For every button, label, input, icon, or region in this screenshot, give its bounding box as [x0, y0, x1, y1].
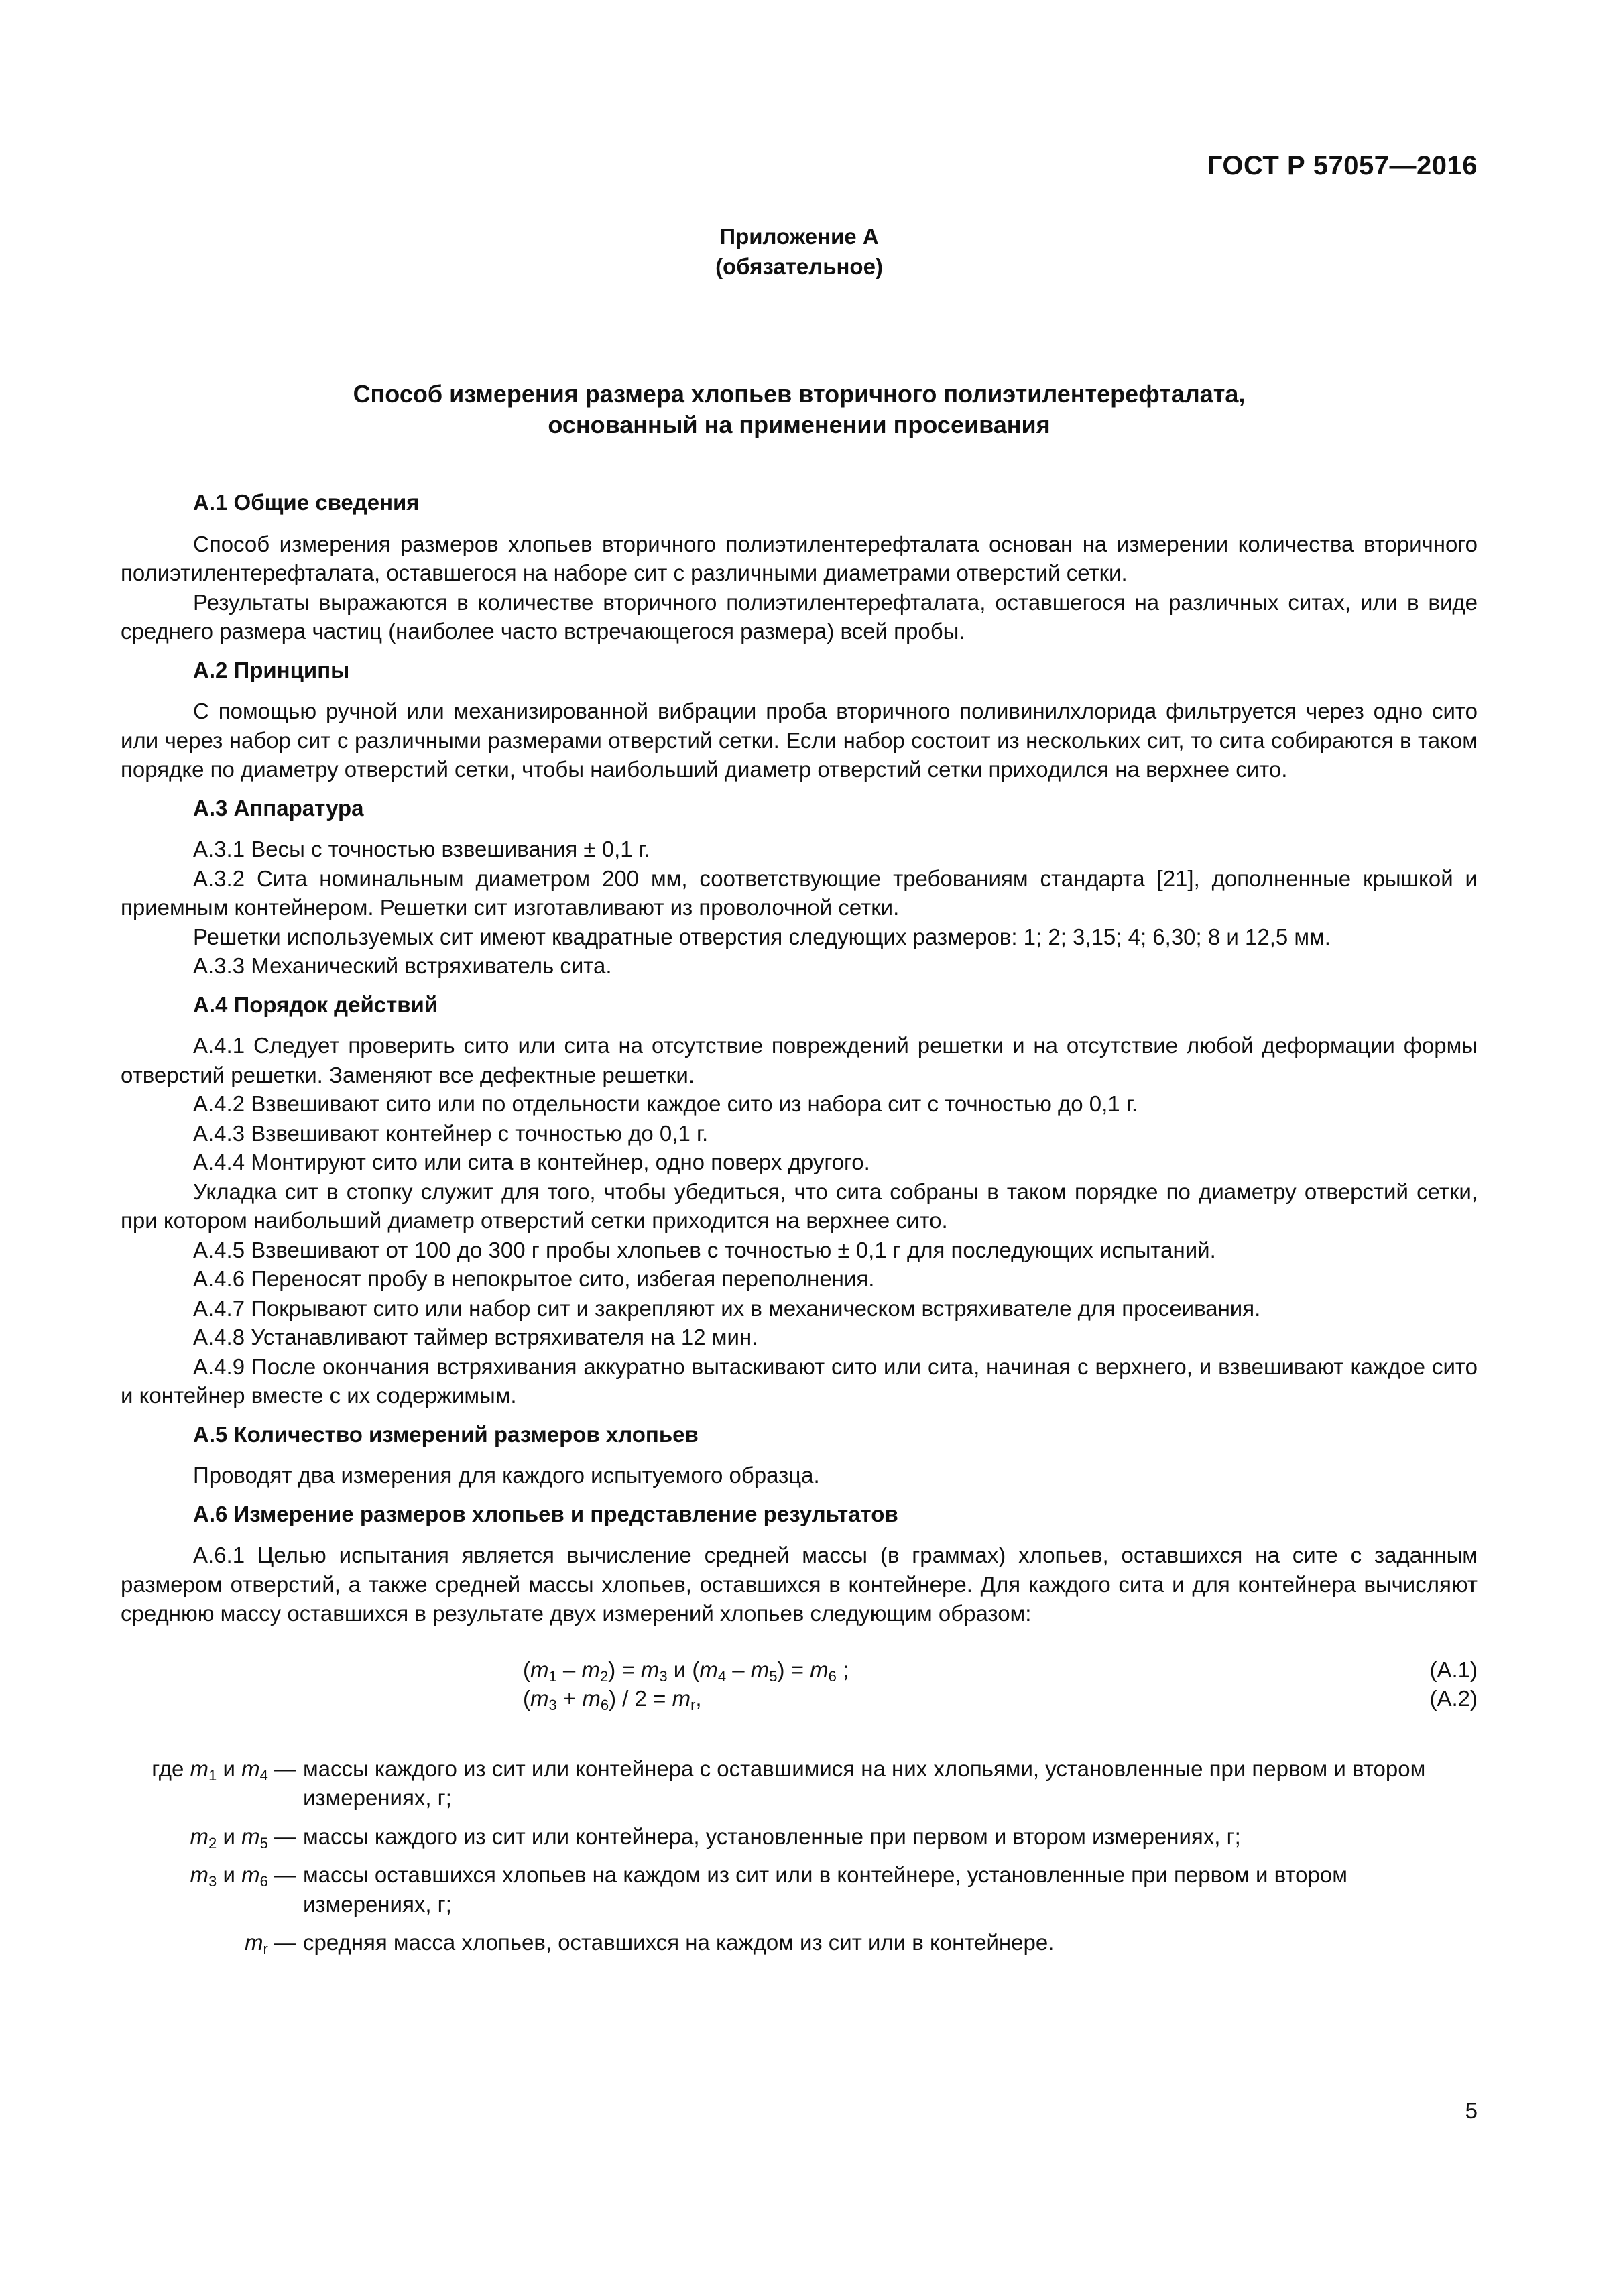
formula-text: ) = [777, 1656, 810, 1682]
legend-text: средняя масса хлопьев, оставшихся на каждом из сит или в контейнере. [303, 1930, 1055, 1955]
legend-row [121, 1822, 1478, 1852]
section-heading-a4: А.4 Порядок действий [193, 991, 438, 1017]
formula-var: m [241, 1823, 260, 1849]
formula-sub: 3 [659, 1667, 668, 1685]
legend-conj: и [217, 1862, 242, 1887]
section-heading-a2: А.2 Принципы [193, 657, 350, 682]
page-number: 5 [1465, 2098, 1478, 2123]
formula-sub: 4 [717, 1667, 727, 1685]
formula-sub: 6 [600, 1697, 609, 1713]
equation-number: (А.1) [1429, 1656, 1478, 1682]
paragraph: А.4.3 Взвешивают контейнер с точностью до 0,1 г. [193, 1120, 709, 1146]
paragraph: А.4.4 Монтируют сито или сита в контейнер, одно поверх другого. [193, 1150, 870, 1174]
legend-text: массы оставшихся хлопьев на каждом из сит или в контейнере, установленные при первом и втором измерениях, г; [303, 1862, 1347, 1917]
formula-sub: 1 [208, 1766, 217, 1784]
formula-a1 [121, 1655, 1478, 1685]
formula-text: – [556, 1656, 582, 1682]
legend-row [121, 1754, 1478, 1813]
formula-var: m [245, 1930, 263, 1955]
paragraph: С помощью ручной или механизированной вибрации проба вторичного поливинилхлорида фильтруется через одно сито или через набор сит с различными размерами отверстий сетки. Если набор состоит из нескольких сит, то сита собираются в таком порядке по диаметру отверстий сетки, чтобы наибольший диаметр отверстий сетки приходился на верхнее сито. [121, 699, 1478, 782]
main-title-line-2: основанный на применении просеивания [548, 411, 1050, 438]
formula-text: ( [523, 1686, 530, 1711]
formula-var: m [241, 1862, 260, 1887]
formula-var: m [190, 1862, 209, 1887]
appendix-title: Приложение А [719, 224, 879, 249]
formula-sub: r [263, 1941, 268, 1957]
legend-row [121, 1860, 1478, 1919]
formula-text: ( [523, 1656, 530, 1682]
formula-text: и ( [667, 1656, 700, 1682]
legend-term [121, 1822, 296, 1852]
formula-var: m [810, 1656, 829, 1682]
paragraph: Проводят два измерения для каждого испытуемого образца. [193, 1463, 820, 1488]
formula-sub: 3 [208, 1873, 217, 1890]
formula-var: m [190, 1756, 209, 1781]
section-heading-a3: А.3 Аппаратура [193, 795, 364, 821]
formula-text: + [556, 1686, 583, 1711]
paragraph: Укладка сит в стопку служит для того, чтобы убедиться, что сита собраны в таком порядке по диаметру отверстий сетки, при котором наибольший диаметр отверстий сетки приходится на верхнее сито. [121, 1179, 1478, 1233]
legend-row [121, 1928, 1478, 1957]
formula-text: ; [836, 1656, 849, 1682]
formula-var: m [530, 1656, 549, 1682]
appendix-subtitle: (обязательное) [715, 254, 883, 279]
paragraph: А.4.5 Взвешивают от 100 до 300 г пробы хлопьев с точностью ± 0,1 г для последующих испытаний. [193, 1237, 1216, 1262]
formula-sub: 5 [769, 1667, 778, 1685]
legend-term [121, 1754, 296, 1784]
legend-term [121, 1860, 296, 1890]
formula-sub: 4 [259, 1766, 268, 1784]
document-body [121, 488, 1478, 1967]
document-page [121, 0, 1478, 2296]
legend-text: массы каждого из сит или контейнера с оставшимися на них хлопьями, установленные при первом и втором измерениях, г; [303, 1756, 1426, 1810]
formula-text: – [726, 1656, 751, 1682]
formula-var: m [640, 1656, 660, 1682]
formula-var: m [582, 1686, 601, 1711]
formula-sub: 2 [208, 1834, 217, 1852]
paragraph: Решетки используемых сит имеют квадратные отверстия следующих размеров: 1; 2; 3,15; 4; 6,30; 8 и 12,5 мм. [193, 924, 1331, 949]
paragraph: А.3.1 Весы с точностью взвешивания ± 0,1 г. [193, 837, 650, 861]
formula-legend [121, 1754, 1478, 1957]
formula-sub: 6 [259, 1873, 268, 1890]
paragraph: Способ измерения размеров хлопьев вторичного полиэтилентерефталата основан на измерении количества вторичного полиэтилентерефталата, оставшегося на наборе сит с различными диаметрами отверстий сетки. [121, 531, 1478, 585]
section-heading-a1: А.1 Общие сведения [193, 490, 420, 515]
formula-text: , [695, 1686, 702, 1711]
formula-var: m [672, 1686, 691, 1711]
legend-conj: и [217, 1756, 242, 1781]
paragraph: А.4.9 После окончания встряхивания аккуратно вытаскивают сито или сита, начиная с верхнего, и взвешивают каждое сито и контейнер вместе с их содержимым. [121, 1353, 1478, 1408]
paragraph: А.4.6 Переносят пробу в непокрытое сито, избегая переполнения. [193, 1266, 875, 1291]
paragraph: А.4.7 Покрывают сито или набор сит и закрепляют их в механическом встряхивателе для просеивания. [193, 1295, 1261, 1321]
formula-sub: r [690, 1697, 696, 1713]
equation-number: (А.2) [1429, 1686, 1478, 1711]
formula-var: m [241, 1756, 260, 1781]
formula-a2 [121, 1684, 1478, 1713]
formula-text: ) = [608, 1656, 641, 1682]
formula-var: m [190, 1823, 209, 1849]
paragraph: А.3.2 Сита номинальным диаметром 200 мм, соответствующие требованиям стандарта [21], дополненные крышкой и приемным контейнером. Решетки сит изготавливают из проволочной сетки. [121, 865, 1478, 920]
legend-text: массы каждого из сит или контейнера, установленные при первом и втором измерениях, г; [303, 1823, 1241, 1849]
legend-term [121, 1928, 296, 1957]
formula-var: m [581, 1656, 600, 1682]
legend-dash: — [267, 1756, 296, 1781]
formula-sub: 6 [828, 1667, 837, 1685]
formula-var: m [530, 1686, 549, 1711]
paragraph: А.6.1 Целью испытания является вычисление средней массы (в граммах) хлопьев, оставшихся на сите с заданным размером отверстий, а также средней массы хлопьев, оставшихся в контейнере. Для каждого сита и для контейнера вычисляют среднюю массу оставшихся в результате двух измерений хлопьев следующим образом: [121, 1543, 1478, 1626]
legend-dash: — [267, 1930, 296, 1955]
formula-text: ) / 2 = [609, 1686, 672, 1711]
formula-sub: 3 [548, 1697, 557, 1713]
paragraph: А.3.3 Механический встряхиватель сита. [193, 953, 612, 978]
paragraph: А.4.8 Устанавливают таймер встряхивателя на 12 мин. [193, 1325, 758, 1349]
formula-sub: 1 [548, 1667, 557, 1685]
section-heading-a5: А.5 Количество измерений размеров хлопьев [193, 1421, 699, 1447]
formula-sub: 2 [599, 1667, 609, 1685]
legend-dash: — [267, 1823, 296, 1849]
formula-var: m [750, 1656, 770, 1682]
legend-where: где [152, 1756, 190, 1781]
paragraph: А.4.1 Следует проверить сито или сита на отсутствие повреждений решетки и на отсутствие любой деформации формы отверстий решетки. Заменяют все дефектные решетки. [121, 1033, 1478, 1087]
formula-var: m [699, 1656, 718, 1682]
main-title-line-1: Способ измерения размера хлопьев вторичного полиэтилентерефталата, [353, 380, 1246, 408]
legend-conj: и [217, 1823, 242, 1849]
standard-code: ГОСТ Р 57057—2016 [1207, 151, 1478, 180]
formula-sub: 5 [259, 1834, 268, 1852]
main-title [121, 379, 1478, 440]
legend-dash: — [267, 1862, 296, 1887]
appendix-heading [121, 221, 1478, 282]
paragraph: Результаты выражаются в количестве вторичного полиэтилентерефталата, оставшегося на различных ситах, или в виде среднего размера частиц (наиболее часто встречающегося размера) всей пробы. [121, 589, 1478, 644]
section-heading-a6: А.6 Измерение размеров хлопьев и представление результатов [193, 1501, 898, 1526]
paragraph: А.4.2 Взвешивают сито или по отдельности каждое сито из набора сит с точностью до 0,1 г. [193, 1091, 1138, 1116]
formulas-block [121, 1655, 1478, 1722]
